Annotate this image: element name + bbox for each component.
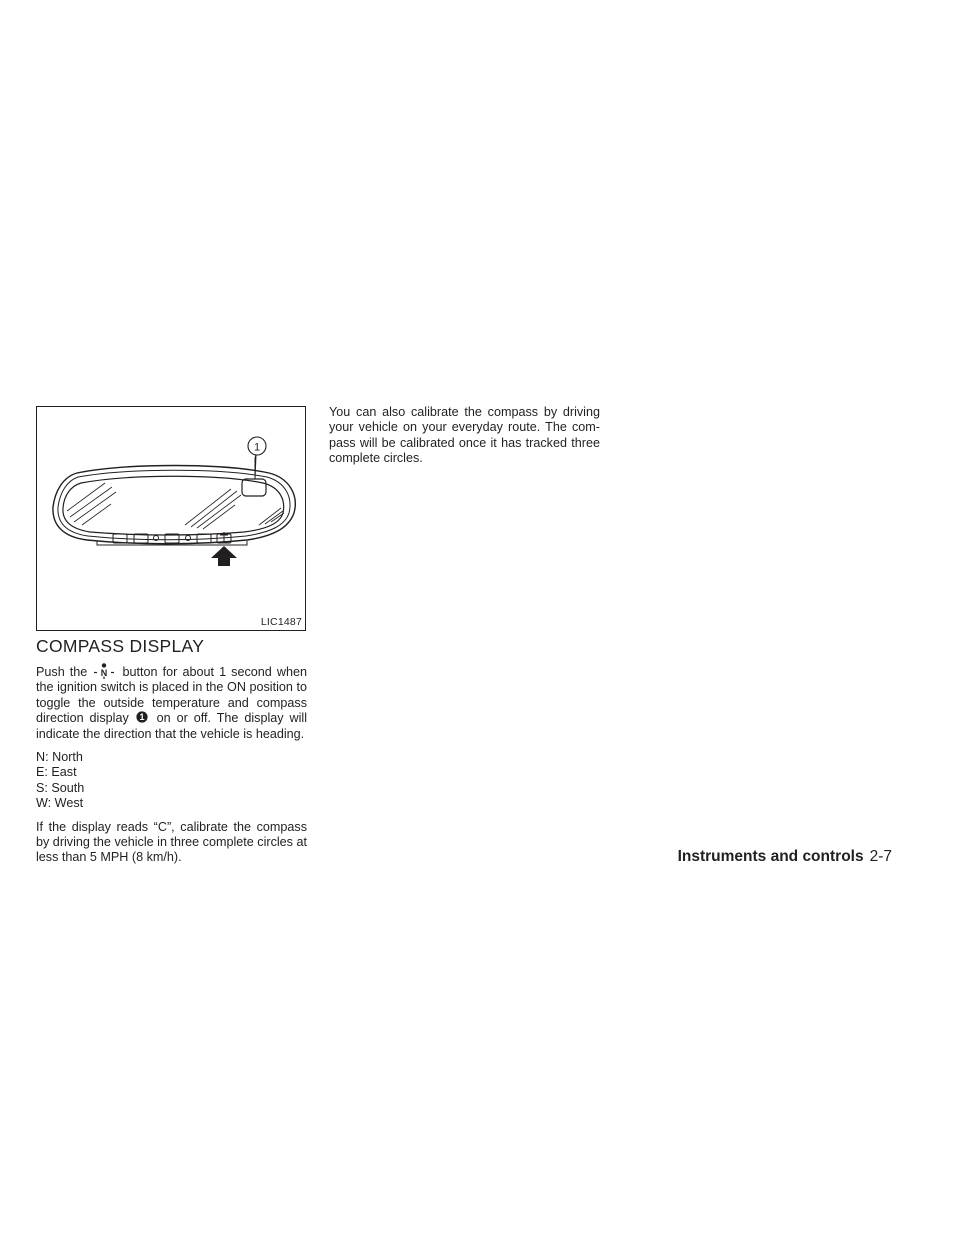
inline-callout-number: 1 — [139, 712, 145, 723]
right-column-text — [329, 405, 600, 467]
calibration-paragraph: If the display reads “C”, calibrate the compass by driving the vehicle in three complete circles at less than 5 MPH (8 km/h). — [36, 819, 307, 865]
everyday-route-paragraph: You can also calibrate the compass by driving your vehicle on your everyday route. The com- pass will be calibrated once it has tracked three complete circles. — [329, 405, 600, 466]
direction-west: W: West — [36, 796, 84, 811]
callout-number: 1 — [253, 441, 261, 454]
compass-toggle-paragraph — [36, 663, 307, 742]
para1-part-c: on or off. The display will indicate the direction that the vehicle is heading. — [36, 711, 308, 741]
direction-north: N: North — [36, 750, 83, 765]
left-column-text — [36, 663, 307, 866]
mirror-illustration — [36, 406, 306, 631]
direction-south: S: South — [36, 780, 85, 795]
page-footer — [678, 848, 892, 866]
section-heading: COMPASS DISPLAY — [36, 636, 205, 656]
pointer-arrow — [211, 546, 237, 566]
page-number: 2-7 — [869, 848, 892, 865]
para1-part-a: Push the — [36, 665, 88, 679]
para1-part-b: button for about 1 second when the ignition switch is placed in the ON position to toggle the outside temperature and compass direction display — [36, 665, 308, 726]
reflection-hatching — [67, 483, 284, 529]
direction-east: E: East — [36, 765, 77, 780]
direction-list — [36, 750, 307, 812]
mirror-drawing — [37, 407, 305, 630]
callout-number-icon — [136, 711, 148, 723]
mirror-glass — [63, 476, 284, 535]
footer-section-title: Instruments and controls — [677, 848, 864, 865]
svg-text:N: N — [101, 668, 108, 678]
figure-code: LIC1487 — [260, 616, 302, 628]
compass-north-button-icon — [93, 663, 115, 679]
